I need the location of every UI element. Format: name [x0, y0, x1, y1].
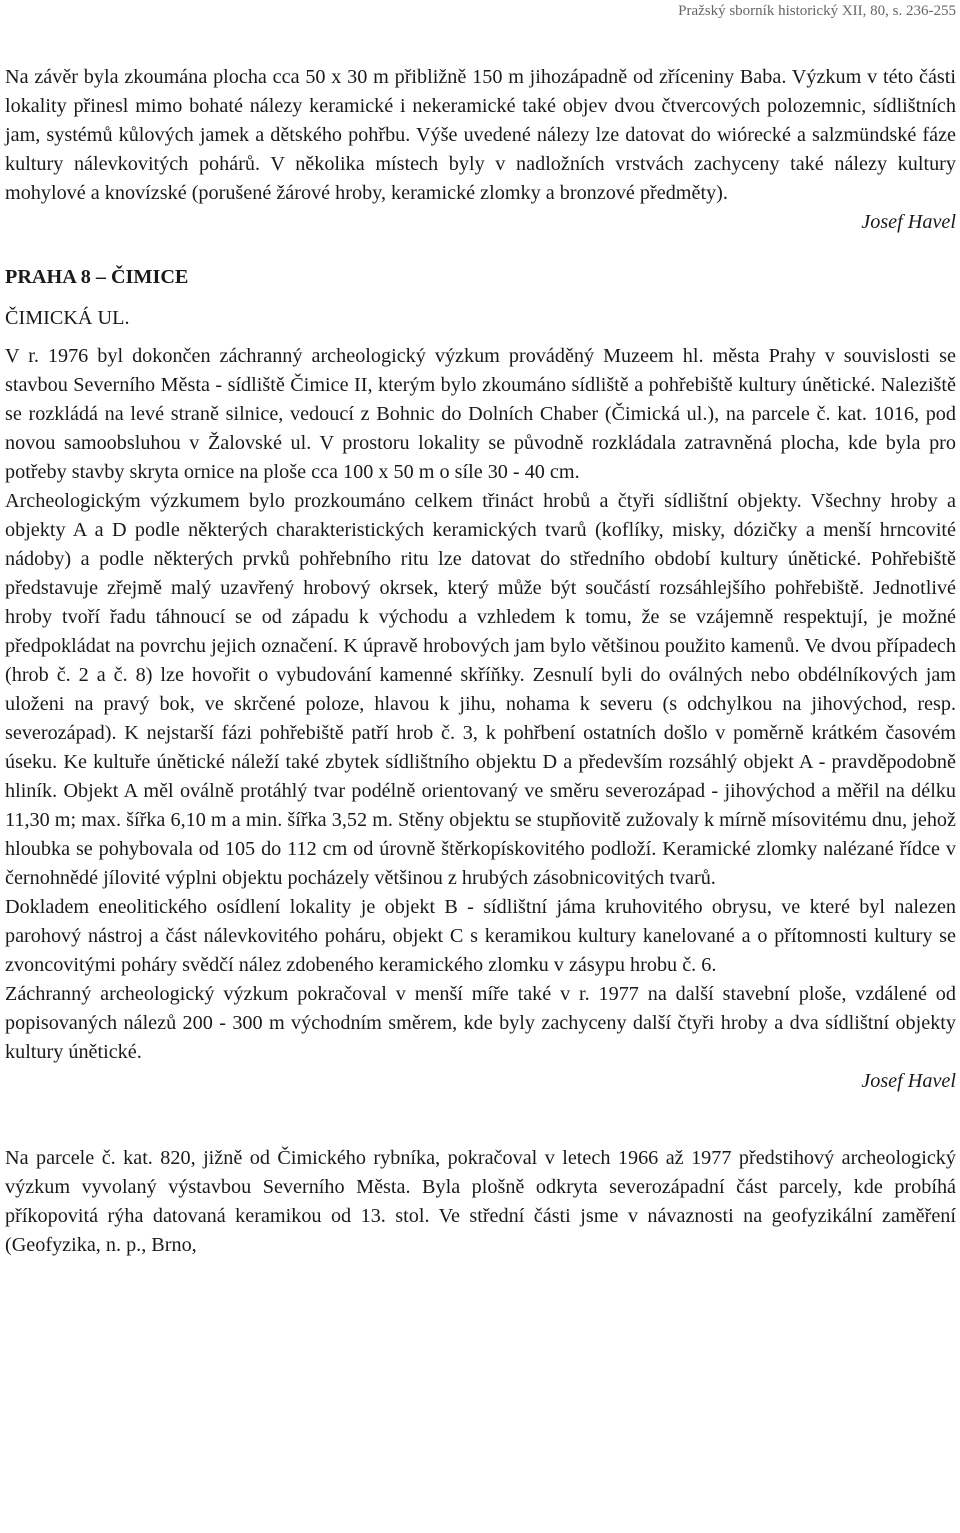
author-signature: Josef Havel [861, 211, 956, 233]
paragraph-cimice-eneolithic: Dokladem eneolitického osídlení lokality je objekt B - sídlištní jáma kruhovitého obrysu, ve které byl nalezen parohový nástroj a část nálevkovitého poháru, objekt C s keramikou kultury kanelované a o přítomnosti kultury se zvoncovitými poháry svědčí nález zdobeného keramického zlomku v zásypu hrobu č. 6. [5, 896, 956, 976]
paragraph-cimice-intro: V r. 1976 byl dokončen záchranný archeologický výzkum prováděný Muzeem hl. města Prahy v souvislosti se stavbou Severního Města - sídliště Čimice II, kterým bylo zkoumáno sídliště a pohřebiště kultury únětické. Naleziště se rozkládá na levé straně silnice, vedoucí z Bohnic do Dolních Chaber (Čimická ul.), na parcele č. kat. 1016, pod novou samoobsluhou v Žalovské ul. V prostoru lokality se původně rozkládala zatravněná plocha, kde byla pro potřeby stavby skryta ornice na ploše cca 100 x 50 m o síle 30 - 40 cm. [5, 345, 956, 483]
section-subtitle: ČIMICKÁ UL. [5, 307, 130, 329]
paragraph-baba: Na závěr byla zkoumána plocha cca 50 x 30 m přibližně 150 m jihozápadně od zříceniny Baba. Výzkum v této části lokality přinesl mimo bohaté nálezy keramické i nekeramické také objev dvou čtvercových polozemnic, sídlištních jam, systémů kůlových jamek a dětského pohřbu. Výše uvedené nálezy lze datovat do wiórecké a salzmündské fáze kultury nálevkovitých pohárů. V několika místech byly v nadložních vrstvách zachyceny také nálezy kultury mohylové a knovízské (porušené žárové hroby, keramické zlomky a bronzové předměty). [5, 66, 956, 204]
document-page [5, 0, 956, 1260]
paragraph-cimice-1977: Záchranný archeologický výzkum pokračoval v menší míře také v r. 1977 na další stavební ploše, vzdálené od popisovaných nálezů 200 - 300 m východním směrem, kde byly zachyceny další čtyři hroby a dva sídlištní objekty kultury únětické. [5, 983, 956, 1063]
author-signature: Josef Havel [861, 1070, 956, 1092]
section-title: PRAHA 8 – ČIMICE [5, 266, 189, 288]
paragraph-parcel-820: Na parcele č. kat. 820, jižně od Čimického rybníka, pokračoval v letech 1966 až 1977 předstihový archeologický výzkum vyvolaný výstavbou Severního Města. Byla plošně odkryta severozápadní část parcely, kde probíhá příkopovitá rýha datovaná keramikou od 13. stol. Ve střední části jsme v návaznosti na geofyzikální zaměření (Geofyzika, n. p., Brno, [5, 1147, 956, 1256]
paragraph-cimice-graves: Archeologickým výzkumem bylo prozkoumáno celkem třináct hrobů a čtyři sídlištní objekty. Všechny hroby a objekty A a D podle některých charakteristických keramických tvarů (koflíky, misky, dózičky a menší hrncovité nádoby) a podle některých prvků pohřebního ritu lze datovat do středního období kultury únětické. Pohřebiště představuje zřejmě malý uzavřený hrobový okrsek, který může být součástí rozsáhlejšího pohřebiště. Jednotlivé hroby tvoří řadu táhnoucí se od západu k východu a vzhledem k tomu, že se vzájemně respektují, je možné předpokládat na povrchu jejich označení. K úpravě hrobových jam bylo většinou použito kamenů. Ve dvou případech (hrob č. 2 a č. 8) lze hovořit o vybudování kamenné skříňky. Zesnulí byli do oválných nebo obdélníkových jam uloženi na pravý bok, ve skrčené poloze, hlavou k jihu, nohama k severu (s odchylkou na jihovýchod, resp. severozápad). K nejstarší fázi pohřebiště patří hrob č. 3, k pohřbení ostatních došlo v poměrně krátkém časovém úseku. Ke kultuře únětické náleží také zbytek sídlištního objektu D a především rozsáhlý objekt A - pravděpodobně hliník. Objekt A měl oválně protáhlý tvar podélně orientovaný ve směru severozápad - jihovýchod a měřil na délku 11,30 m; max. šířka 6,10 m a min. šířka 3,52 m. Stěny objektu se stupňovitě zužovaly k mírně mísovitému dnu, jehož hloubka se pohybovala od 105 do 112 cm od úrovně štěrkopískovitého podloží. Keramické zlomky nalézané řídce v černohnědé jílovité výplni objektu pocházely většinou z hrubých zásobnicovitých tvarů. [5, 490, 956, 889]
running-head: Pražský sborník historický XII, 80, s. 236-255 [678, 3, 956, 19]
